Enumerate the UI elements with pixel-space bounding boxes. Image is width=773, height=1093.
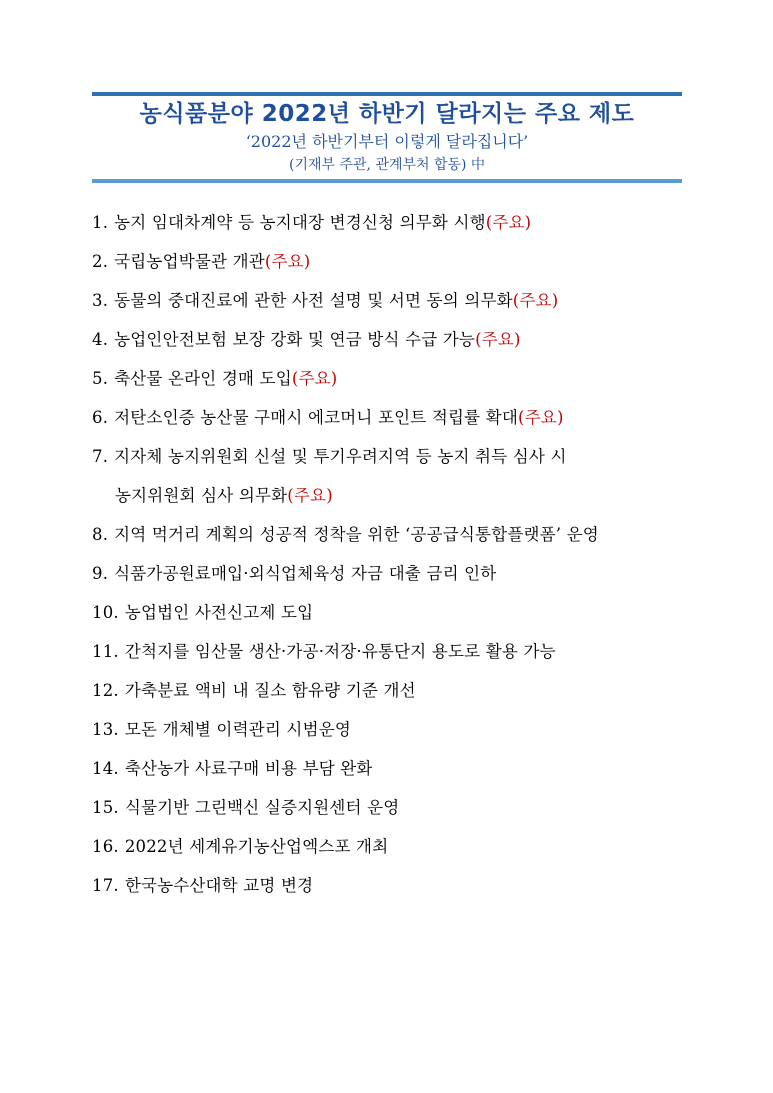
list-item [92,827,692,866]
list-item-text: 식물기반 그린백신 실증지원센터 운영 [124,798,400,817]
list-item-text: 한국농수산대학 교명 변경 [124,876,314,895]
list-item-number: 4. [92,330,109,349]
list-item [92,203,692,242]
list-item-number: 3. [92,291,109,310]
list-item-continuation-text: 농지위원회 심사 의무화 [115,486,288,505]
list-item [92,281,692,320]
document-source-note: (기재부 주관, 관계부처 합동) 中 [289,157,485,173]
list-item [92,242,692,281]
list-item-number: 5. [92,369,109,388]
list-item-number: 1. [92,213,109,232]
list-item [92,632,692,671]
major-tag: (주요) [287,486,333,505]
list-item-number: 12. [92,681,119,700]
list-item-text: 동물의 중대진료에 관한 사전 설명 및 서면 동의 의무화 [114,291,513,310]
list-item-number: 16. [92,837,119,856]
list-item-number: 7. [92,447,109,466]
list-item [92,866,692,905]
list-item-text: 가축분료 액비 내 질소 함유량 기준 개선 [124,681,416,700]
major-tag: (주요) [485,213,532,232]
list-item [92,671,692,710]
list-item-text: 농업법인 사전신고제 도입 [124,603,314,622]
list-item [92,593,692,632]
document-subtitle: ‘2022년 하반기부터 이렇게 달라집니다’ [245,132,529,151]
list-item [92,437,692,515]
list-item-number: 2. [92,252,109,271]
list-item [92,554,692,593]
list-item-number: 6. [92,408,109,427]
list-item-text: 2022년 세계유기농산업엑스포 개최 [124,837,389,856]
list-item [92,788,692,827]
list-item-text: 지역 먹거리 계획의 성공적 정착을 위한 ‘공공급식통합플랫폼’ 운영 [114,525,599,544]
list-item-text: 농업인안전보험 보장 강화 및 연금 방식 수급 가능 [114,330,476,349]
list-item [92,710,692,749]
list-item [92,749,692,788]
list-item-text: 간척지를 임산물 생산·가공·저장·유통단지 용도로 활용 가능 [124,642,556,661]
document-header [92,92,682,183]
list-item-number: 15. [92,798,119,817]
policy-list [92,203,692,905]
header-top-rule [92,92,682,96]
list-item-number: 17. [92,876,119,895]
list-item [92,320,692,359]
list-item-text: 식품가공원료매입·외식업체육성 자금 대출 금리 인하 [114,564,497,583]
header-bottom-rule [92,179,682,183]
list-item [92,515,692,554]
major-tag: (주요) [512,291,559,310]
list-item-text: 축산물 온라인 경매 도입 [114,369,292,388]
list-item [92,398,692,437]
major-tag: (주요) [518,408,564,427]
major-tag: (주요) [291,369,338,388]
major-tag: (주요) [264,252,311,271]
major-tag: (주요) [475,330,521,349]
list-item-number: 8. [92,525,109,544]
list-item-continuation [92,476,692,515]
list-item-number: 9. [92,564,109,583]
list-item-text: 농지 임대차계약 등 농지대장 변경신청 의무화 시행 [114,213,486,232]
list-item-text: 모돈 개체별 이력관리 시범운영 [124,720,351,739]
document-title: 농식품분야 2022년 하반기 달라지는 주요 제도 [139,101,635,127]
list-item-number: 11. [92,642,119,661]
list-item-text: 저탄소인증 농산물 구매시 에코머니 포인트 적립률 확대 [114,408,519,427]
list-item-text: 지자체 농지위원회 신설 및 투기우려지역 등 농지 취득 심사 시 [114,447,567,466]
list-item-number: 10. [92,603,119,622]
list-item-text: 축산농가 사료구매 비용 부담 완화 [124,759,373,778]
list-item-text: 국립농업박물관 개관 [114,252,265,271]
list-item-number: 14. [92,759,119,778]
list-item-number: 13. [92,720,119,739]
list-item [92,359,692,398]
